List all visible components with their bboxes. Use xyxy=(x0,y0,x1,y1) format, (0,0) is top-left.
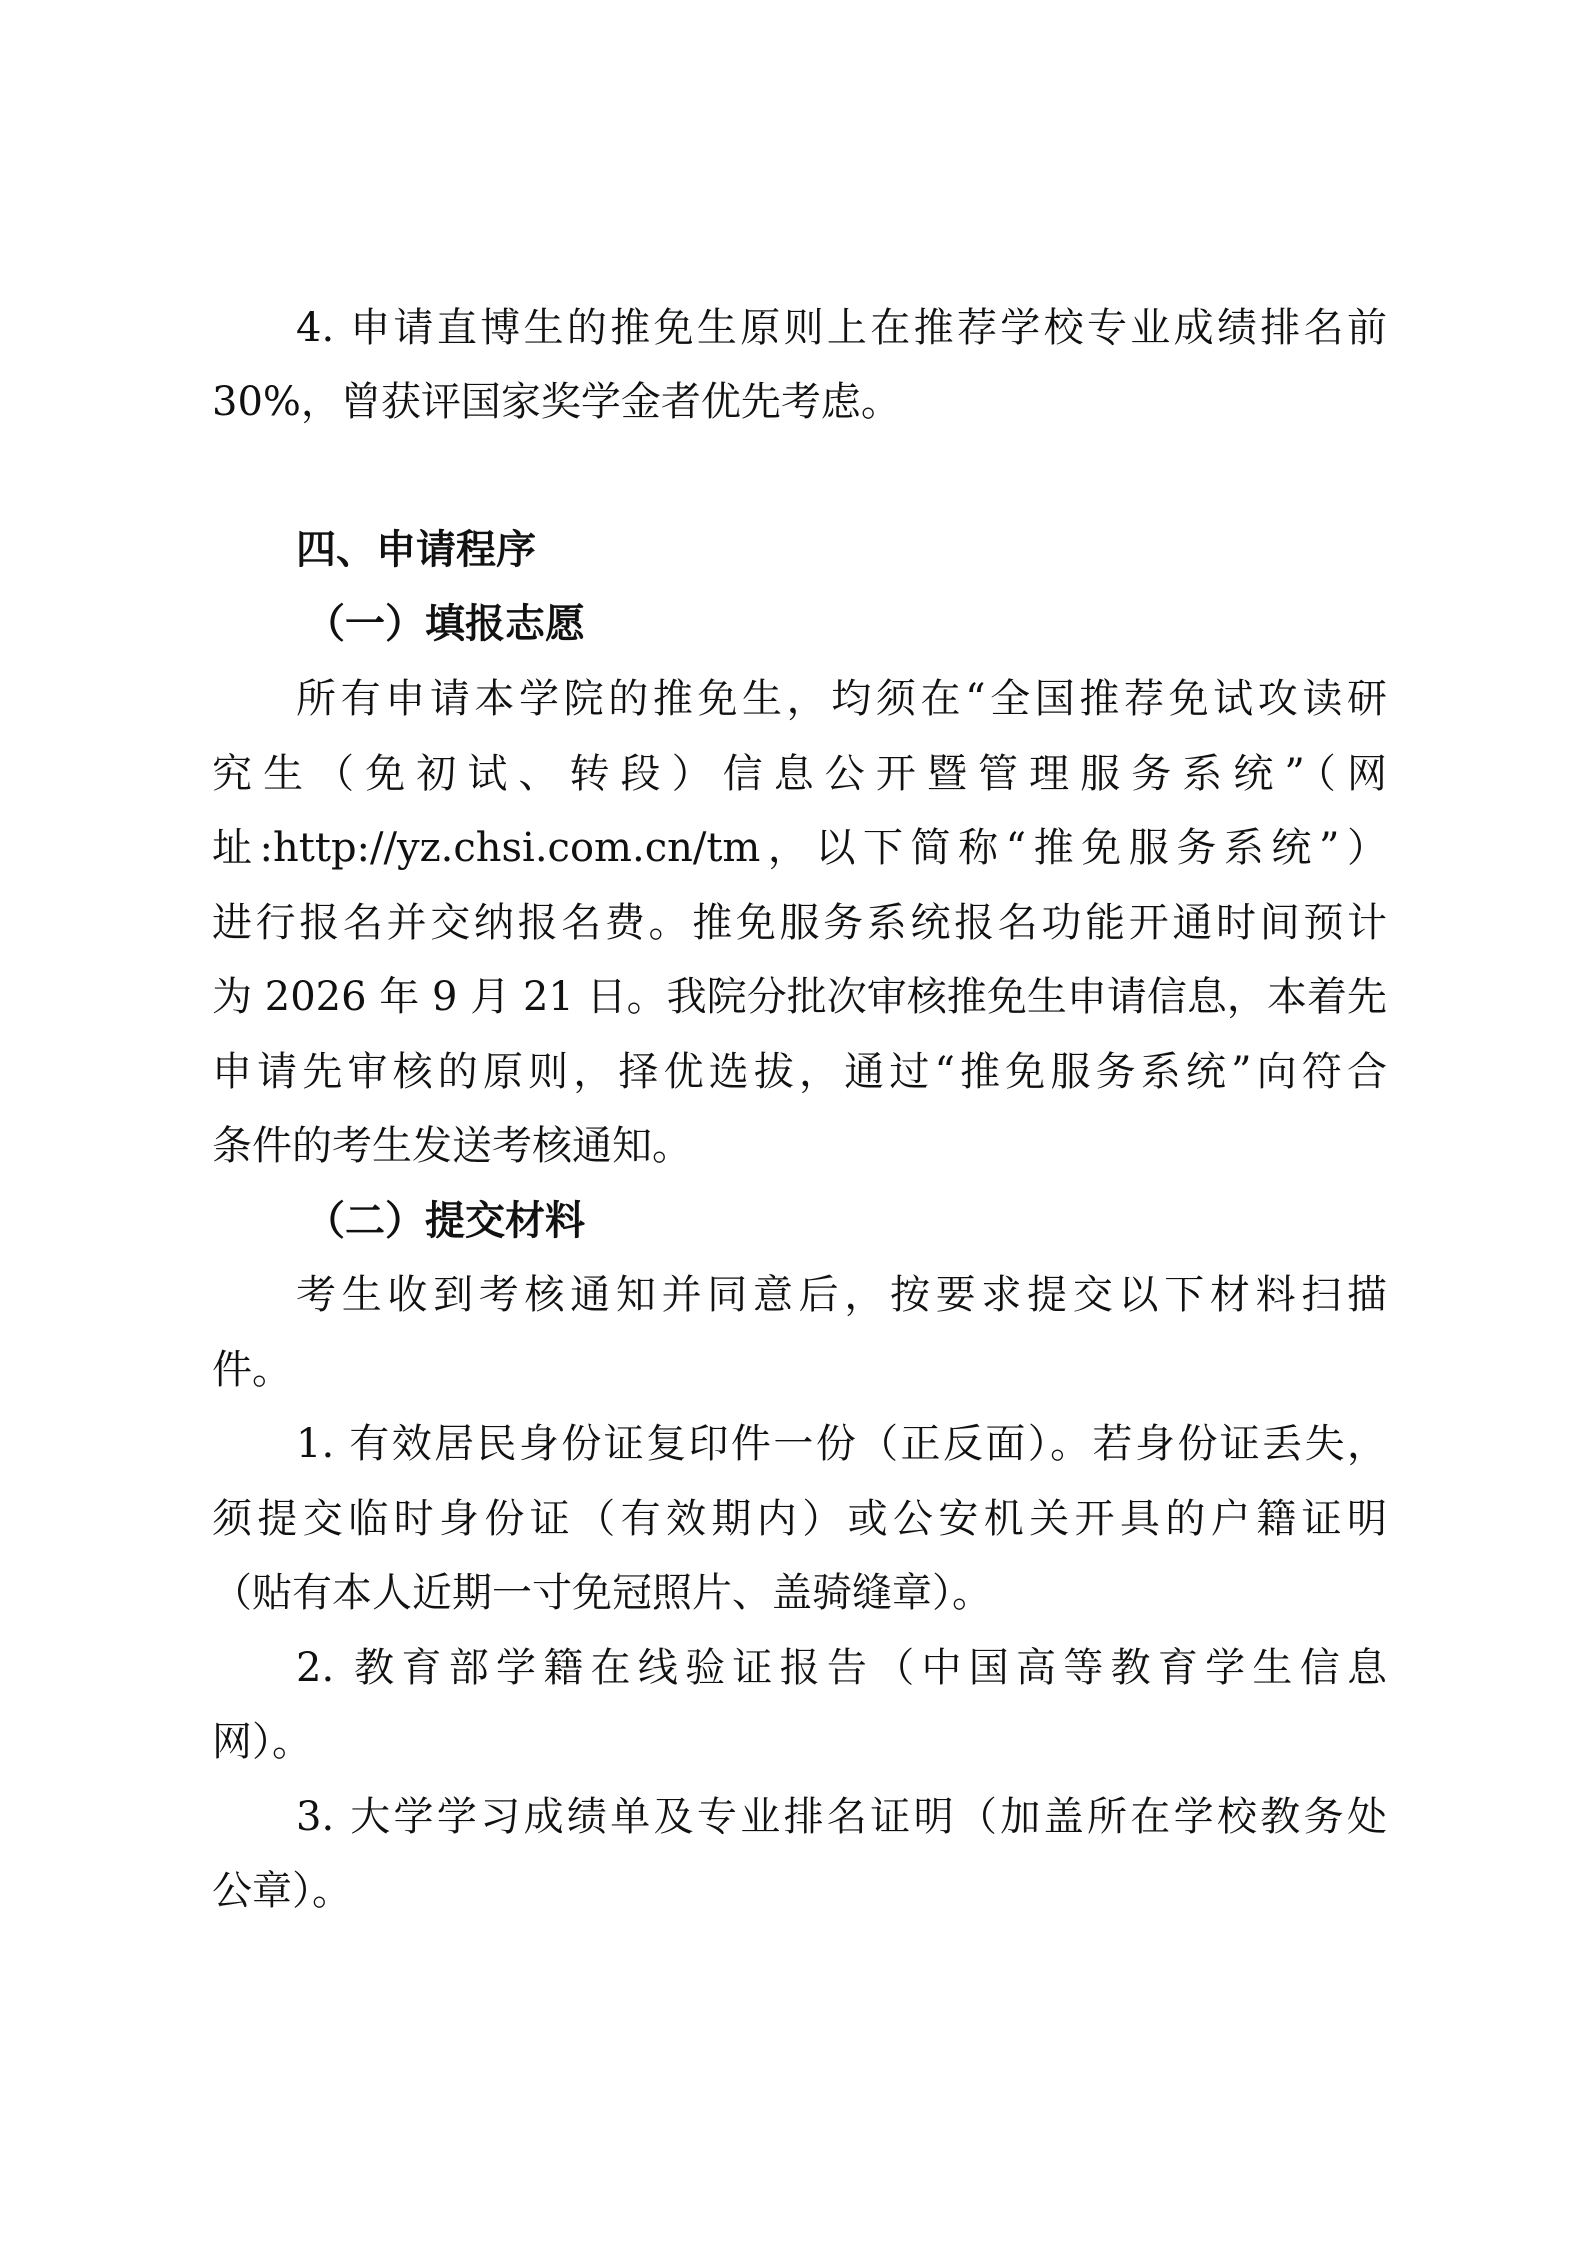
paragraph-line: 30%，曾获评国家奖学金者优先考虑。 xyxy=(212,379,901,425)
paragraph-line: 条件的考生发送考核通知。 xyxy=(212,1123,692,1169)
paragraph-line: 为 2026 年 9 月 21 日。我院分批次审核推免生申请信息，本着先 xyxy=(212,974,1387,1020)
paragraph-line: 进行报名并交纳报名费。推免服务系统报名功能开通时间预计 xyxy=(212,900,1387,946)
paragraph-line: 址:http://yz.chsi.com.cn/tm，以下简称“推免服务系统”） xyxy=(212,825,1387,871)
section-heading: 四、申请程序 xyxy=(296,527,536,573)
paragraph-line: 4. 申请直博生的推免生原则上在推荐学校专业成绩排名前 xyxy=(296,305,1387,351)
list-item-line: （贴有本人近期一寸免冠照片、盖骑缝章）。 xyxy=(212,1570,992,1616)
paragraph-line: 所有申请本学院的推免生，均须在“全国推荐免试攻读研 xyxy=(296,676,1387,722)
list-item-line: 1. 有效居民身份证复印件一份（正反面）。若身份证丢失， xyxy=(296,1421,1387,1467)
subsection-heading: （一）填报志愿 xyxy=(305,601,585,647)
paragraph-line: 考生收到考核通知并同意后，按要求提交以下材料扫描 xyxy=(296,1272,1387,1318)
list-item-line: 2. 教育部学籍在线验证报告（中国高等教育学生信息 xyxy=(296,1645,1387,1691)
subsection-heading: （二）提交材料 xyxy=(305,1198,585,1244)
list-item-line: 网）。 xyxy=(212,1719,312,1765)
list-item-line: 须提交临时身份证（有效期内）或公安机关开具的户籍证明 xyxy=(212,1496,1387,1542)
paragraph-line: 件。 xyxy=(212,1347,292,1393)
list-item-line: 3. 大学学习成绩单及专业排名证明（加盖所在学校教务处 xyxy=(296,1794,1387,1840)
list-item-line: 公章）。 xyxy=(212,1868,352,1914)
paragraph-line: 究生（免初试、转段）信息公开暨管理服务系统”（网 xyxy=(212,751,1387,797)
paragraph-line: 申请先审核的原则，择优选拔，通过“推免服务系统”向符合 xyxy=(212,1049,1387,1095)
